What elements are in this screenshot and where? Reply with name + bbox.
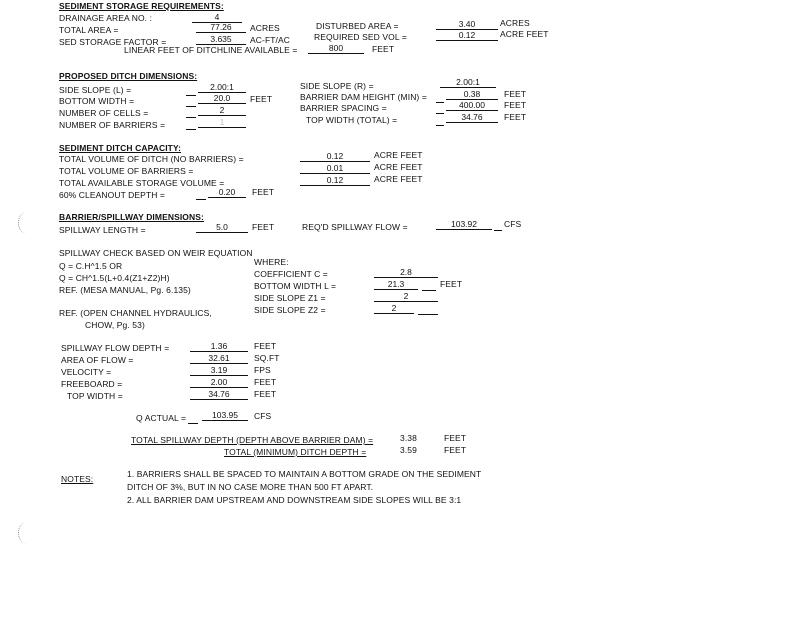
drainage-area-no-value: 4 bbox=[192, 13, 242, 23]
coefficient-value: 2.8 bbox=[374, 268, 438, 278]
reqd-spillway-flow-unit: CFS bbox=[504, 219, 522, 229]
total-min-ditch-depth-label: TOTAL (MINIMUM) DITCH DEPTH = bbox=[224, 447, 367, 457]
total-area-unit: ACRES bbox=[250, 23, 280, 33]
notes-label: NOTES: bbox=[61, 474, 94, 484]
note-2: 2. ALL BARRIER DAM UPSTREAM AND DOWNSTREAM SIDE SLOPES WILL BE 3:1 bbox=[127, 495, 462, 505]
total-area-value: 77.26 bbox=[196, 23, 246, 33]
freeboard-value: 2.00 bbox=[190, 378, 248, 388]
number-of-barriers-value: 1 bbox=[198, 118, 246, 128]
total-volume-barriers-value: 0.01 bbox=[300, 164, 370, 174]
side-slope-l-lead bbox=[186, 95, 196, 96]
side-slope-z1-value: 2 bbox=[374, 292, 438, 302]
disturbed-area-label: DISTURBED AREA = bbox=[316, 21, 399, 31]
total-volume-barriers-unit: ACRE FEET bbox=[374, 162, 423, 172]
sed-storage-factor-value: 3.635 bbox=[196, 35, 246, 45]
sed-storage-factor-label: SED STORAGE FACTOR = bbox=[59, 37, 167, 47]
number-of-barriers-lead bbox=[186, 129, 196, 130]
velocity-unit: FPS bbox=[254, 365, 271, 375]
side-slope-r-label: SIDE SLOPE (R) = bbox=[300, 81, 374, 91]
top-width-label: TOP WIDTH = bbox=[67, 391, 123, 401]
reqd-spillway-flow-lead bbox=[494, 230, 502, 231]
coefficient-label: COEFFICIENT C = bbox=[254, 269, 328, 279]
section-title: SEDIMENT DITCH CAPACITY: bbox=[59, 143, 182, 153]
weir-equation-1: Q = C.H^1.5 OR bbox=[59, 261, 123, 271]
total-available-storage-value: 0.12 bbox=[300, 176, 370, 186]
top-width-total-value: 34.76 bbox=[446, 113, 498, 123]
section-title: SEDIMENT STORAGE REQUIREMENTS: bbox=[59, 1, 224, 11]
reference-chow-line1: REF. (OPEN CHANNEL HYDRAULICS, bbox=[59, 308, 212, 318]
section-title: BARRIER/SPILLWAY DIMENSIONS: bbox=[59, 212, 204, 222]
side-slope-z2-value: 2 bbox=[374, 304, 414, 314]
required-sed-vol-value: 0.12 bbox=[436, 31, 498, 41]
barrier-spacing-lead bbox=[436, 113, 444, 114]
barrier-dam-height-value: 0.38 bbox=[446, 90, 498, 100]
q-actual-label: Q ACTUAL = bbox=[136, 413, 187, 423]
total-min-ditch-depth-unit: FEET bbox=[444, 445, 467, 455]
freeboard-label: FREEBOARD = bbox=[61, 379, 123, 389]
bottom-width-l-value: 21.3 bbox=[374, 280, 418, 290]
bottom-width-lead bbox=[186, 106, 196, 107]
bottom-width-l-lead bbox=[422, 290, 436, 291]
area-of-flow-value: 32.61 bbox=[190, 354, 248, 364]
barrier-spacing-value: 400.00 bbox=[446, 101, 498, 111]
velocity-value: 3.19 bbox=[190, 366, 248, 376]
reference-mesa: REF. (MESA MANUAL, Pg. 6.135) bbox=[59, 285, 191, 295]
number-of-cells-label: NUMBER OF CELLS = bbox=[59, 108, 149, 118]
spillway-length-unit: FEET bbox=[252, 222, 275, 232]
side-slope-z2-lead bbox=[418, 314, 438, 315]
sed-storage-factor-unit: AC-FT/AC bbox=[250, 35, 290, 45]
number-of-cells-lead bbox=[186, 117, 196, 118]
total-available-storage-label: TOTAL AVAILABLE STORAGE VOLUME = bbox=[59, 178, 225, 188]
cleanout-depth-value: 0.20 bbox=[208, 188, 246, 198]
area-of-flow-unit: SQ.FT bbox=[254, 353, 280, 363]
spillway-length-label: SPILLWAY LENGTH = bbox=[59, 225, 146, 235]
barrier-dam-height-lead bbox=[436, 102, 444, 103]
side-slope-z2-label: SIDE SLOPE Z2 = bbox=[254, 305, 326, 315]
punch-hole-bottom bbox=[18, 522, 35, 544]
total-volume-no-barriers-unit: ACRE FEET bbox=[374, 150, 423, 160]
note-1-line-2: DITCH OF 3%, BUT IN NO CASE MORE THAN 500 FT APART. bbox=[127, 482, 374, 492]
side-slope-l-value: 2.00:1 bbox=[198, 83, 246, 93]
weir-equation-2: Q = CH^1.5(L+0.4(Z1+Z2)H) bbox=[59, 273, 170, 283]
freeboard-unit: FEET bbox=[254, 377, 277, 387]
flow-depth-unit: FEET bbox=[254, 341, 277, 351]
bottom-width-label: BOTTOM WIDTH = bbox=[59, 96, 135, 106]
bottom-width-value: 20.0 bbox=[198, 94, 246, 104]
number-of-cells-value: 2 bbox=[198, 106, 246, 116]
disturbed-area-value: 3.40 bbox=[436, 20, 498, 30]
cleanout-depth-label: 60% CLEANOUT DEPTH = bbox=[59, 190, 166, 200]
linear-feet-unit: FEET bbox=[372, 44, 395, 54]
side-slope-z1-label: SIDE SLOPE Z1 = bbox=[254, 293, 326, 303]
q-actual-lead bbox=[188, 423, 198, 424]
note-1-line-1: 1. BARRIERS SHALL BE SPACED TO MAINTAIN A BOTTOM GRADE ON THE SEDIMENT bbox=[127, 469, 482, 479]
top-width-unit: FEET bbox=[254, 389, 277, 399]
number-of-barriers-label: NUMBER OF BARRIERS = bbox=[59, 120, 166, 130]
punch-hole-top bbox=[18, 212, 35, 234]
top-width-total-unit: FEET bbox=[504, 112, 527, 122]
flow-depth-label: SPILLWAY FLOW DEPTH = bbox=[61, 343, 170, 353]
area-of-flow-label: AREA OF FLOW = bbox=[61, 355, 134, 365]
total-volume-no-barriers-value: 0.12 bbox=[300, 152, 370, 162]
side-slope-r-value: 2.00:1 bbox=[440, 78, 496, 88]
total-volume-barriers-label: TOTAL VOLUME OF BARRIERS = bbox=[59, 166, 194, 176]
reference-chow-line2: CHOW, Pg. 53) bbox=[85, 320, 145, 330]
drainage-area-no-label: DRAINAGE AREA NO. : bbox=[59, 13, 153, 23]
spillway-length-value: 5.0 bbox=[196, 223, 248, 233]
cleanout-depth-lead bbox=[196, 199, 206, 200]
total-min-ditch-depth-value: 3.59 bbox=[400, 445, 417, 455]
required-sed-vol-label: REQUIRED SED VOL = bbox=[314, 32, 407, 42]
spillway-check-title: SPILLWAY CHECK BASED ON WEIR EQUATION bbox=[59, 248, 253, 258]
top-width-value: 34.76 bbox=[190, 390, 248, 400]
disturbed-area-unit: ACRES bbox=[500, 18, 530, 28]
flow-depth-value: 1.36 bbox=[190, 342, 248, 352]
required-sed-vol-unit: ACRE FEET bbox=[500, 29, 549, 39]
barrier-spacing-unit: FEET bbox=[504, 100, 527, 110]
bottom-width-unit: FEET bbox=[250, 94, 273, 104]
barrier-spacing-label: BARRIER SPACING = bbox=[300, 103, 387, 113]
q-actual-value: 103.95 bbox=[202, 411, 248, 421]
top-width-total-lead bbox=[436, 125, 444, 126]
barrier-dam-height-unit: FEET bbox=[504, 89, 527, 99]
total-spillway-depth-label: TOTAL SPILLWAY DEPTH (DEPTH ABOVE BARRIER DAM) = bbox=[131, 435, 374, 445]
section-title: PROPOSED DITCH DIMENSIONS: bbox=[59, 71, 198, 81]
total-area-label: TOTAL AREA = bbox=[59, 25, 119, 35]
where-label: WHERE: bbox=[254, 257, 289, 267]
total-spillway-depth-unit: FEET bbox=[444, 433, 467, 443]
barrier-dam-height-label: BARRIER DAM HEIGHT (MIN) = bbox=[300, 92, 427, 102]
side-slope-l-label: SIDE SLOPE (L) = bbox=[59, 85, 132, 95]
total-volume-no-barriers-label: TOTAL VOLUME OF DITCH (NO BARRIERS) = bbox=[59, 154, 244, 164]
reqd-spillway-flow-value: 103.92 bbox=[436, 220, 492, 230]
bottom-width-l-label: BOTTOM WIDTH L = bbox=[254, 281, 337, 291]
total-spillway-depth-value: 3.38 bbox=[400, 433, 417, 443]
linear-feet-value: 800 bbox=[308, 44, 364, 54]
linear-feet-label: LINEAR FEET OF DITCHLINE AVAILABLE = bbox=[124, 45, 298, 55]
q-actual-unit: CFS bbox=[254, 411, 272, 421]
top-width-total-label: TOP WIDTH (TOTAL) = bbox=[306, 115, 398, 125]
bottom-width-l-unit: FEET bbox=[440, 279, 463, 289]
velocity-label: VELOCITY = bbox=[61, 367, 112, 377]
total-available-storage-unit: ACRE FEET bbox=[374, 174, 423, 184]
reqd-spillway-flow-label: REQ'D SPILLWAY FLOW = bbox=[302, 222, 408, 232]
cleanout-depth-unit: FEET bbox=[252, 187, 275, 197]
